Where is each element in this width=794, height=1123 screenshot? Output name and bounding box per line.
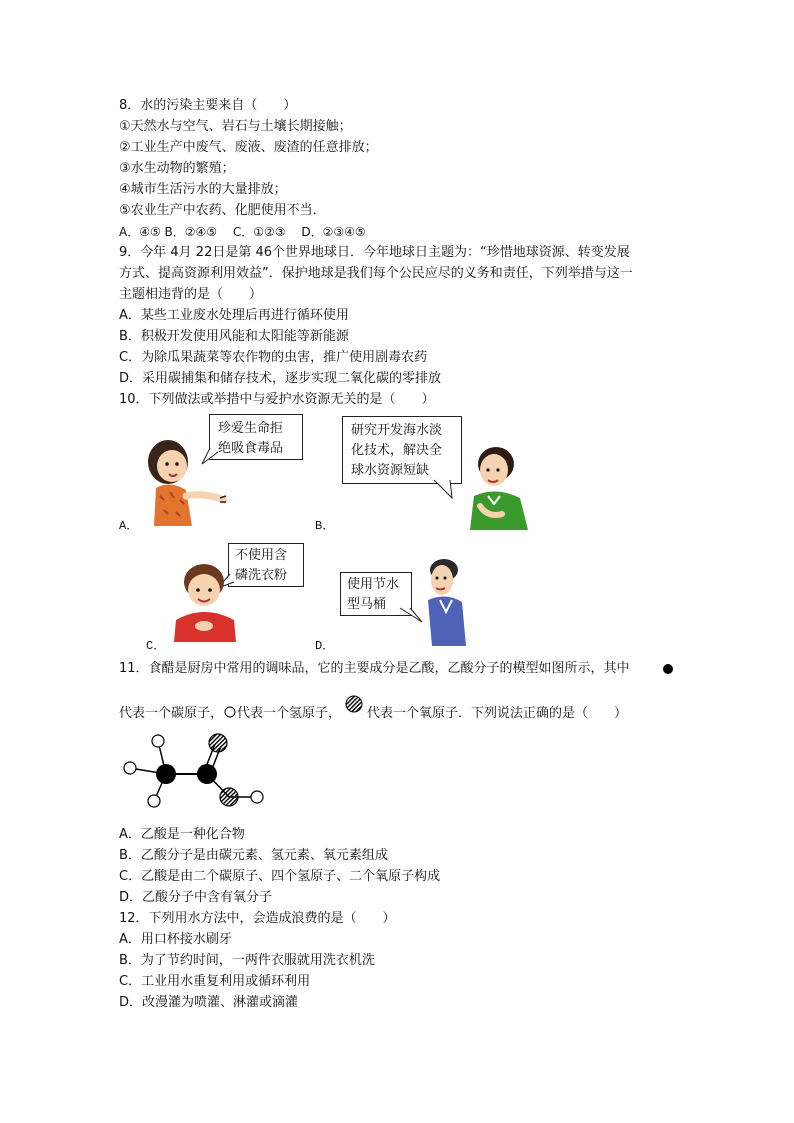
q12-option-c: C．工业用水重复利用或循环利用 xyxy=(119,974,311,989)
bubble-a-line-1: 珍爱生命拒 xyxy=(218,421,284,436)
q12-option-b: B．为了节约时间，一两件衣服就用洗衣机洗 xyxy=(119,953,375,968)
q8-choices: A．④⑤ B．②④⑤ C．①②③ D．②③④⑤ xyxy=(119,225,366,239)
q12-stem: 12．下列用水方法中，会造成浪费的是（ ） xyxy=(119,911,396,926)
bubble-b-line-1: 研究开发海水淡 xyxy=(351,423,443,438)
oxygen-atom-icon xyxy=(343,694,365,714)
acetic-acid-molecule-model xyxy=(118,730,268,812)
q10-label-c: C． xyxy=(146,639,166,653)
q11-option-b: B．乙酸分子是由碳元素、氢元素、氧元素组成 xyxy=(119,848,388,863)
bubble-b xyxy=(342,416,462,484)
q11-option-d: D．乙酸分子中含有氧分子 xyxy=(119,890,273,905)
boy-illustration xyxy=(458,440,538,530)
q10-label-d: D． xyxy=(315,639,335,653)
q8-item-5: ⑤农业生产中农药、化肥使用不当． xyxy=(119,203,326,218)
bubble-d-line-1: 使用节水 xyxy=(347,577,400,592)
q9-option-d: D．采用碳捕集和储存技术，逐步实现二氧化碳的零排放 xyxy=(119,371,442,386)
hydrogen-atom-icon xyxy=(224,706,236,718)
bubble-b-line-3: 球水资源短缺 xyxy=(351,463,430,478)
q11-line-2-a: 代表一个碳原子， xyxy=(119,706,224,721)
q11-option-a: A．乙酸是一种化合物 xyxy=(119,827,245,842)
q11-option-c: C．乙酸是由二个碳原子、四个氢原子、二个氧原子构成 xyxy=(119,869,441,884)
bubble-b-tail xyxy=(432,478,456,500)
bubble-b-line-2: 化技术，解决全 xyxy=(351,443,443,458)
q9-option-c: C．为除瓜果蔬菜等农作物的虫害，推广使用剧毒农药 xyxy=(119,350,428,365)
q11-line-1: 11．食醋是厨房中常用的调味品，它的主要成分是乙酸，乙酸分子的模型如图所示，其中 xyxy=(119,661,630,676)
child-illustration xyxy=(170,560,240,642)
q12-option-a: A．用口杯接水刷牙 xyxy=(119,932,232,947)
bubble-a-tail xyxy=(200,446,220,466)
q8-item-1: ①天然水与空气、岩石与土壤长期接触； xyxy=(119,119,352,134)
q8-stem: 8．水的污染主要来自（ ） xyxy=(119,98,297,113)
q9-stem-line-1: 9．今年 4月 22日是第 46个世界地球日．今年地球日主题为：“珍惜地球资源、转变发展 xyxy=(119,245,630,260)
q10-label-b: B． xyxy=(315,519,335,533)
q9-option-b: B．积极开发使用风能和太阳能等新能源 xyxy=(119,329,349,344)
bubble-d-line-2: 型马桶 xyxy=(347,597,387,612)
bubble-c-line-2: 磷洗衣粉 xyxy=(235,568,288,583)
carbon-atom-icon xyxy=(662,663,674,675)
bubble-a xyxy=(209,414,303,460)
q9-stem-line-3: 主题相违背的是（ ） xyxy=(119,287,263,302)
q10-stem: 10．下列做法或举措中与爱护水资源无关的是（ ） xyxy=(119,392,435,407)
q11-line-2-c: 代表一个氧原子．下列说法正确的是（ ） xyxy=(367,706,628,721)
q9-option-a: A．某些工业废水处理后再进行循环使用 xyxy=(119,308,349,323)
q11-line-2-b: 代表一个氢原子， xyxy=(237,706,342,721)
q8-item-2: ②工业生产中废气、废液、废渣的任意排放； xyxy=(119,140,378,155)
q12-option-d: D．改漫灌为喷灌、淋灌或滴灌 xyxy=(119,995,299,1010)
q9-stem-line-2: 方式、提高资源利用效益”．保护地球是我们每个公民应尽的义务和责任，下列举措与这一 xyxy=(119,266,633,281)
q10-label-a: A． xyxy=(119,519,139,533)
man-illustration xyxy=(418,556,478,646)
bubble-a-line-2: 绝吸食毒品 xyxy=(218,441,284,456)
q11-line-2 xyxy=(119,694,627,724)
q8-item-4: ④城市生活污水的大量排放； xyxy=(119,182,287,197)
q8-item-3: ③水生动物的繁殖； xyxy=(119,161,235,176)
bubble-c-line-1: 不使用含 xyxy=(235,548,288,563)
